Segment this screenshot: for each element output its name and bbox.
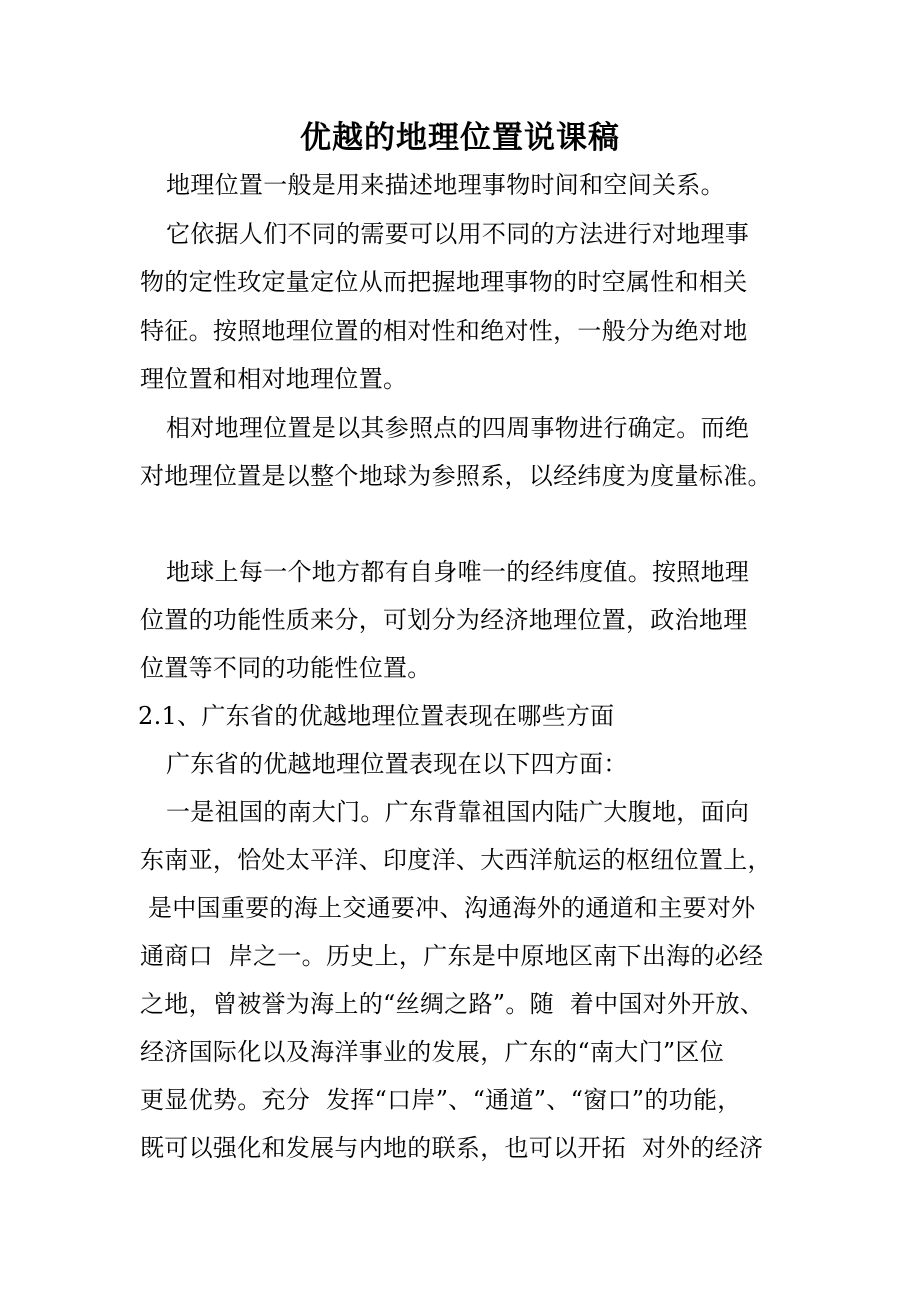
- text-line: 广东省的优越地理位置表现在以下四方面：: [166, 750, 628, 778]
- text-line: 相对地理位置是以其参照点的四周事物进行确定。而绝: [166, 414, 750, 442]
- text-line: 物的定性玫定量定位从而把握地理事物的时空属性和相关: [140, 268, 748, 296]
- text-line: 对地理位置是以整个地球为参照系，以经纬度为度量标准。: [140, 462, 772, 490]
- text-line: 既可以强化和发展与内地的联系，也可以开拓 对外的经济: [140, 1134, 764, 1162]
- text-line: 一是祖国的南大门。广东背靠祖国内陆广大腹地，面向: [166, 798, 750, 826]
- text-line: 位置的功能性质来分，可划分为经济地理位置，政治地理: [140, 606, 748, 634]
- text-line: 经济国际化以及海洋事业的发展，广东的“南大门”区位: [140, 1038, 725, 1066]
- text-line: 东南亚，恰处太平洋、印度洋、大西洋航运的枢纽位置上，: [140, 846, 772, 874]
- text-line: 通商口 岸之一。历史上，广东是中原地区南下出海的必经: [140, 942, 764, 970]
- text-line: 之地，曾被誉为海上的“丝绸之路”。随 着中国对外开放、: [140, 990, 765, 1018]
- text-line: 理位置和相对地理位置。: [140, 365, 408, 393]
- text-line: 地球上每一个地方都有自身唯一的经纬度值。按照地理: [166, 558, 750, 586]
- text-line: 是中国重要的海上交通要冲、沟通海外的通道和主要对外: [140, 894, 756, 922]
- text-line: 位置等不同的功能性位置。: [140, 654, 432, 682]
- text-line: 它依据人们不同的需要可以用不同的方法进行对地理事: [166, 220, 750, 248]
- text-line: 更显优势。充分 发挥“口岸”、“通道”、“窗口”的功能，: [140, 1086, 742, 1114]
- section-heading: 2.1、广东省的优越地理位置表现在哪些方面: [138, 702, 615, 730]
- document-title: 优越的地理位置说课稿: [300, 120, 620, 156]
- text-line: 特征。按照地理位置的相对性和绝对性，一般分为绝对地: [140, 317, 748, 345]
- text-line: 地理位置一般是用来描述地理事物时间和空间关系。: [166, 171, 725, 199]
